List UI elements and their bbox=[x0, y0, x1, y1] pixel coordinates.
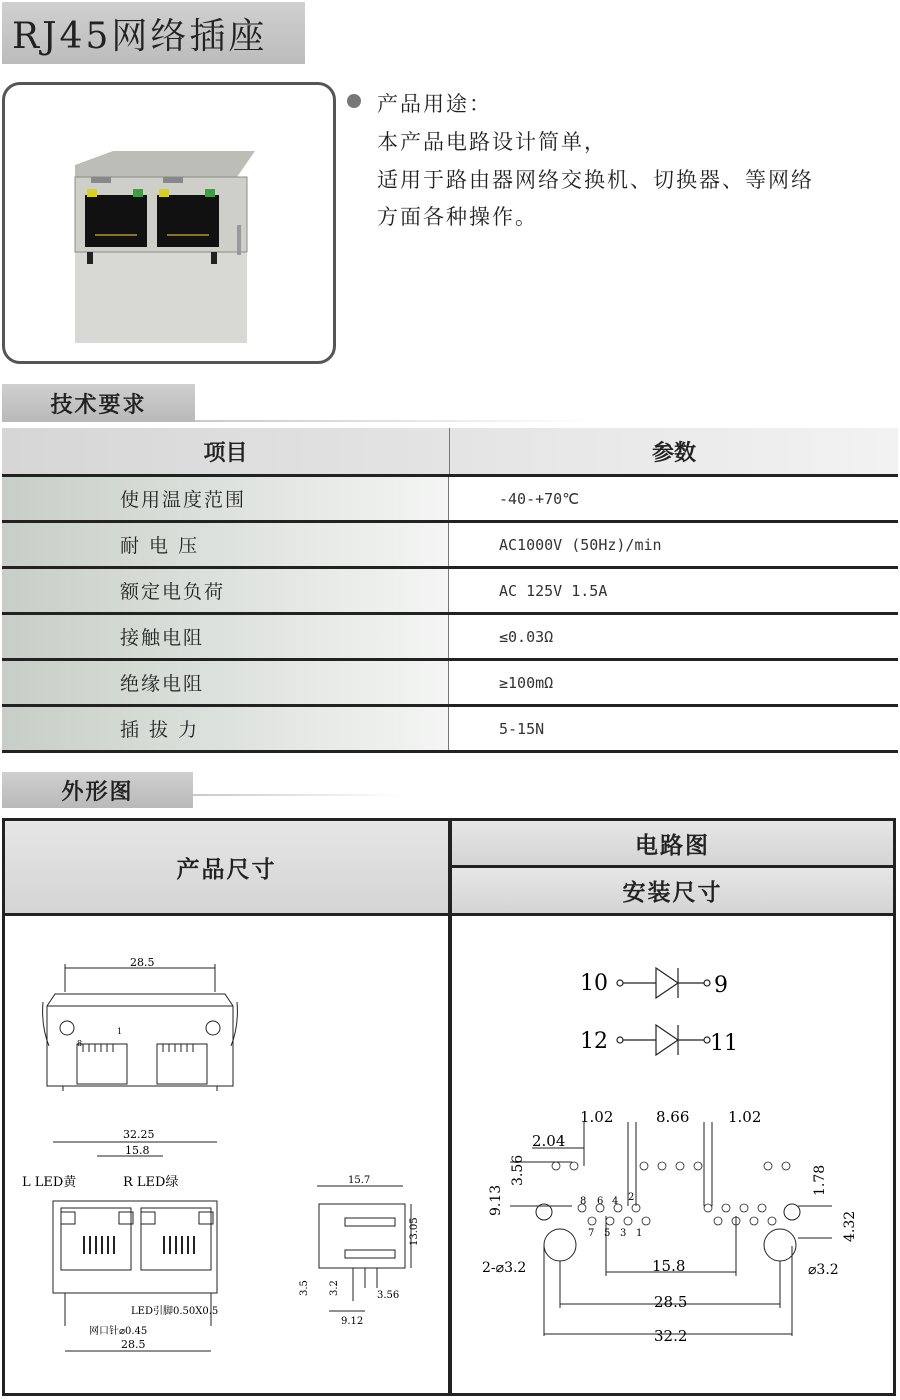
dim-side-width: 15.7 bbox=[348, 1175, 371, 1186]
column-header-param: 参数 bbox=[651, 440, 696, 466]
spec-item: 耐 电 压 bbox=[2, 523, 449, 566]
product-photo-card bbox=[2, 82, 336, 364]
spec-value: 5-15N bbox=[499, 719, 545, 738]
right-led-label: R LED绿 bbox=[123, 1175, 179, 1190]
circuit-label: 11 bbox=[710, 1031, 738, 1056]
description-line: 方面各种操作。 bbox=[377, 205, 538, 229]
product-size-header: 产品尺寸 bbox=[5, 821, 448, 913]
spec-table bbox=[2, 428, 898, 753]
product-photo bbox=[5, 85, 333, 361]
table-row bbox=[2, 523, 898, 569]
dim-mount-d9: 15.8 bbox=[652, 1257, 686, 1275]
column-header-item: 项目 bbox=[2, 428, 450, 474]
spec-table-header bbox=[2, 428, 898, 477]
dim-mount-d3: 1.02 bbox=[728, 1108, 762, 1126]
dim-side-depth: 9.12 bbox=[341, 1316, 364, 1327]
section-tech-header: 技术要求 bbox=[2, 384, 195, 422]
circuit-label: 9 bbox=[714, 973, 728, 998]
hole-label-left: 2-⌀3.2 bbox=[482, 1260, 527, 1276]
dim-mount-d4: 2.04 bbox=[532, 1132, 566, 1150]
description-line: 本产品电路设计简单， bbox=[377, 130, 607, 154]
dim-mount-d1: 1.02 bbox=[580, 1108, 614, 1126]
divider bbox=[452, 865, 893, 868]
pin-label: 5 bbox=[604, 1228, 611, 1239]
bullet-icon bbox=[347, 94, 361, 108]
dim-bottom-width: 28.5 bbox=[121, 1338, 146, 1351]
pin-label: 3 bbox=[620, 1228, 627, 1239]
dim-top-width: 32.25 bbox=[123, 1128, 155, 1141]
table-row bbox=[2, 569, 898, 615]
spec-value: AC1000V (50Hz)/min bbox=[499, 535, 662, 554]
table-row bbox=[2, 477, 898, 523]
spec-item: 绝缘电阻 bbox=[2, 661, 449, 704]
spec-value: ≤0.03Ω bbox=[499, 627, 554, 646]
spec-value: ≥100mΩ bbox=[499, 673, 554, 692]
table-row bbox=[2, 661, 898, 707]
description-line: 适用于路由器网络交换机、切换器、等网络 bbox=[377, 168, 814, 192]
mount-size-header: 安装尺寸 bbox=[452, 868, 893, 913]
dim-side-height: 13.05 bbox=[409, 1217, 420, 1246]
dim-mount-d11: 32.2 bbox=[654, 1327, 688, 1345]
section-outline-header: 外形图 bbox=[2, 772, 193, 808]
pin-label: 1 bbox=[117, 1027, 123, 1036]
dim-side-pin-b: 3.2 bbox=[329, 1280, 340, 1296]
page-title: RJ45网络插座 bbox=[12, 16, 268, 57]
spec-item: 额定电负荷 bbox=[2, 569, 449, 612]
description-heading: 产品用途： bbox=[377, 92, 492, 116]
product-dimension-drawing bbox=[5, 916, 448, 1394]
divider bbox=[195, 420, 595, 422]
pin-label: 2 bbox=[628, 1192, 635, 1203]
dim-mount-d7: 1.78 bbox=[812, 1164, 828, 1196]
dim-mount-d5: 3.56 bbox=[510, 1154, 526, 1186]
circuit-header: 电路图 bbox=[452, 821, 893, 865]
port-pin-label: 网口针⌀0.45 bbox=[89, 1326, 148, 1337]
led-pin-label: LED引脚0.50X0.5 bbox=[131, 1306, 219, 1317]
spec-value: AC 125V 1.5A bbox=[499, 581, 608, 600]
dim-inner-width: 15.8 bbox=[125, 1144, 150, 1157]
dim-mount-d8: 4.32 bbox=[842, 1210, 858, 1242]
circuit-label: 12 bbox=[580, 1029, 608, 1054]
hole-label-right: ⌀3.2 bbox=[808, 1262, 839, 1278]
dim-side-pin-a: 3.5 bbox=[299, 1280, 310, 1296]
spec-item: 接触电阻 bbox=[2, 615, 449, 658]
pin-label: 8 bbox=[580, 1196, 587, 1207]
pin-label: 6 bbox=[597, 1196, 604, 1207]
spec-item: 插 拔 力 bbox=[2, 707, 449, 750]
dim-side-offset: 3.56 bbox=[377, 1290, 400, 1301]
pin-label: 4 bbox=[612, 1196, 619, 1207]
circuit-label: 10 bbox=[580, 971, 608, 996]
table-row bbox=[2, 707, 898, 753]
spec-value: -40-+70℃ bbox=[499, 489, 580, 508]
left-led-label: L LED黄 bbox=[22, 1175, 77, 1190]
pin-label: 1 bbox=[636, 1228, 643, 1239]
table-row bbox=[2, 615, 898, 661]
pin-label: 7 bbox=[588, 1228, 595, 1239]
dim-front-width: 28.5 bbox=[130, 956, 155, 969]
pin-label: 8 bbox=[77, 1039, 83, 1048]
circuit-and-mount-drawing bbox=[452, 916, 893, 1394]
dim-mount-d2: 8.66 bbox=[656, 1108, 690, 1126]
dim-mount-d10: 28.5 bbox=[654, 1293, 688, 1311]
dim-mount-d6: 9.13 bbox=[488, 1184, 504, 1216]
divider bbox=[193, 794, 403, 796]
spec-item: 使用温度范围 bbox=[2, 477, 449, 520]
